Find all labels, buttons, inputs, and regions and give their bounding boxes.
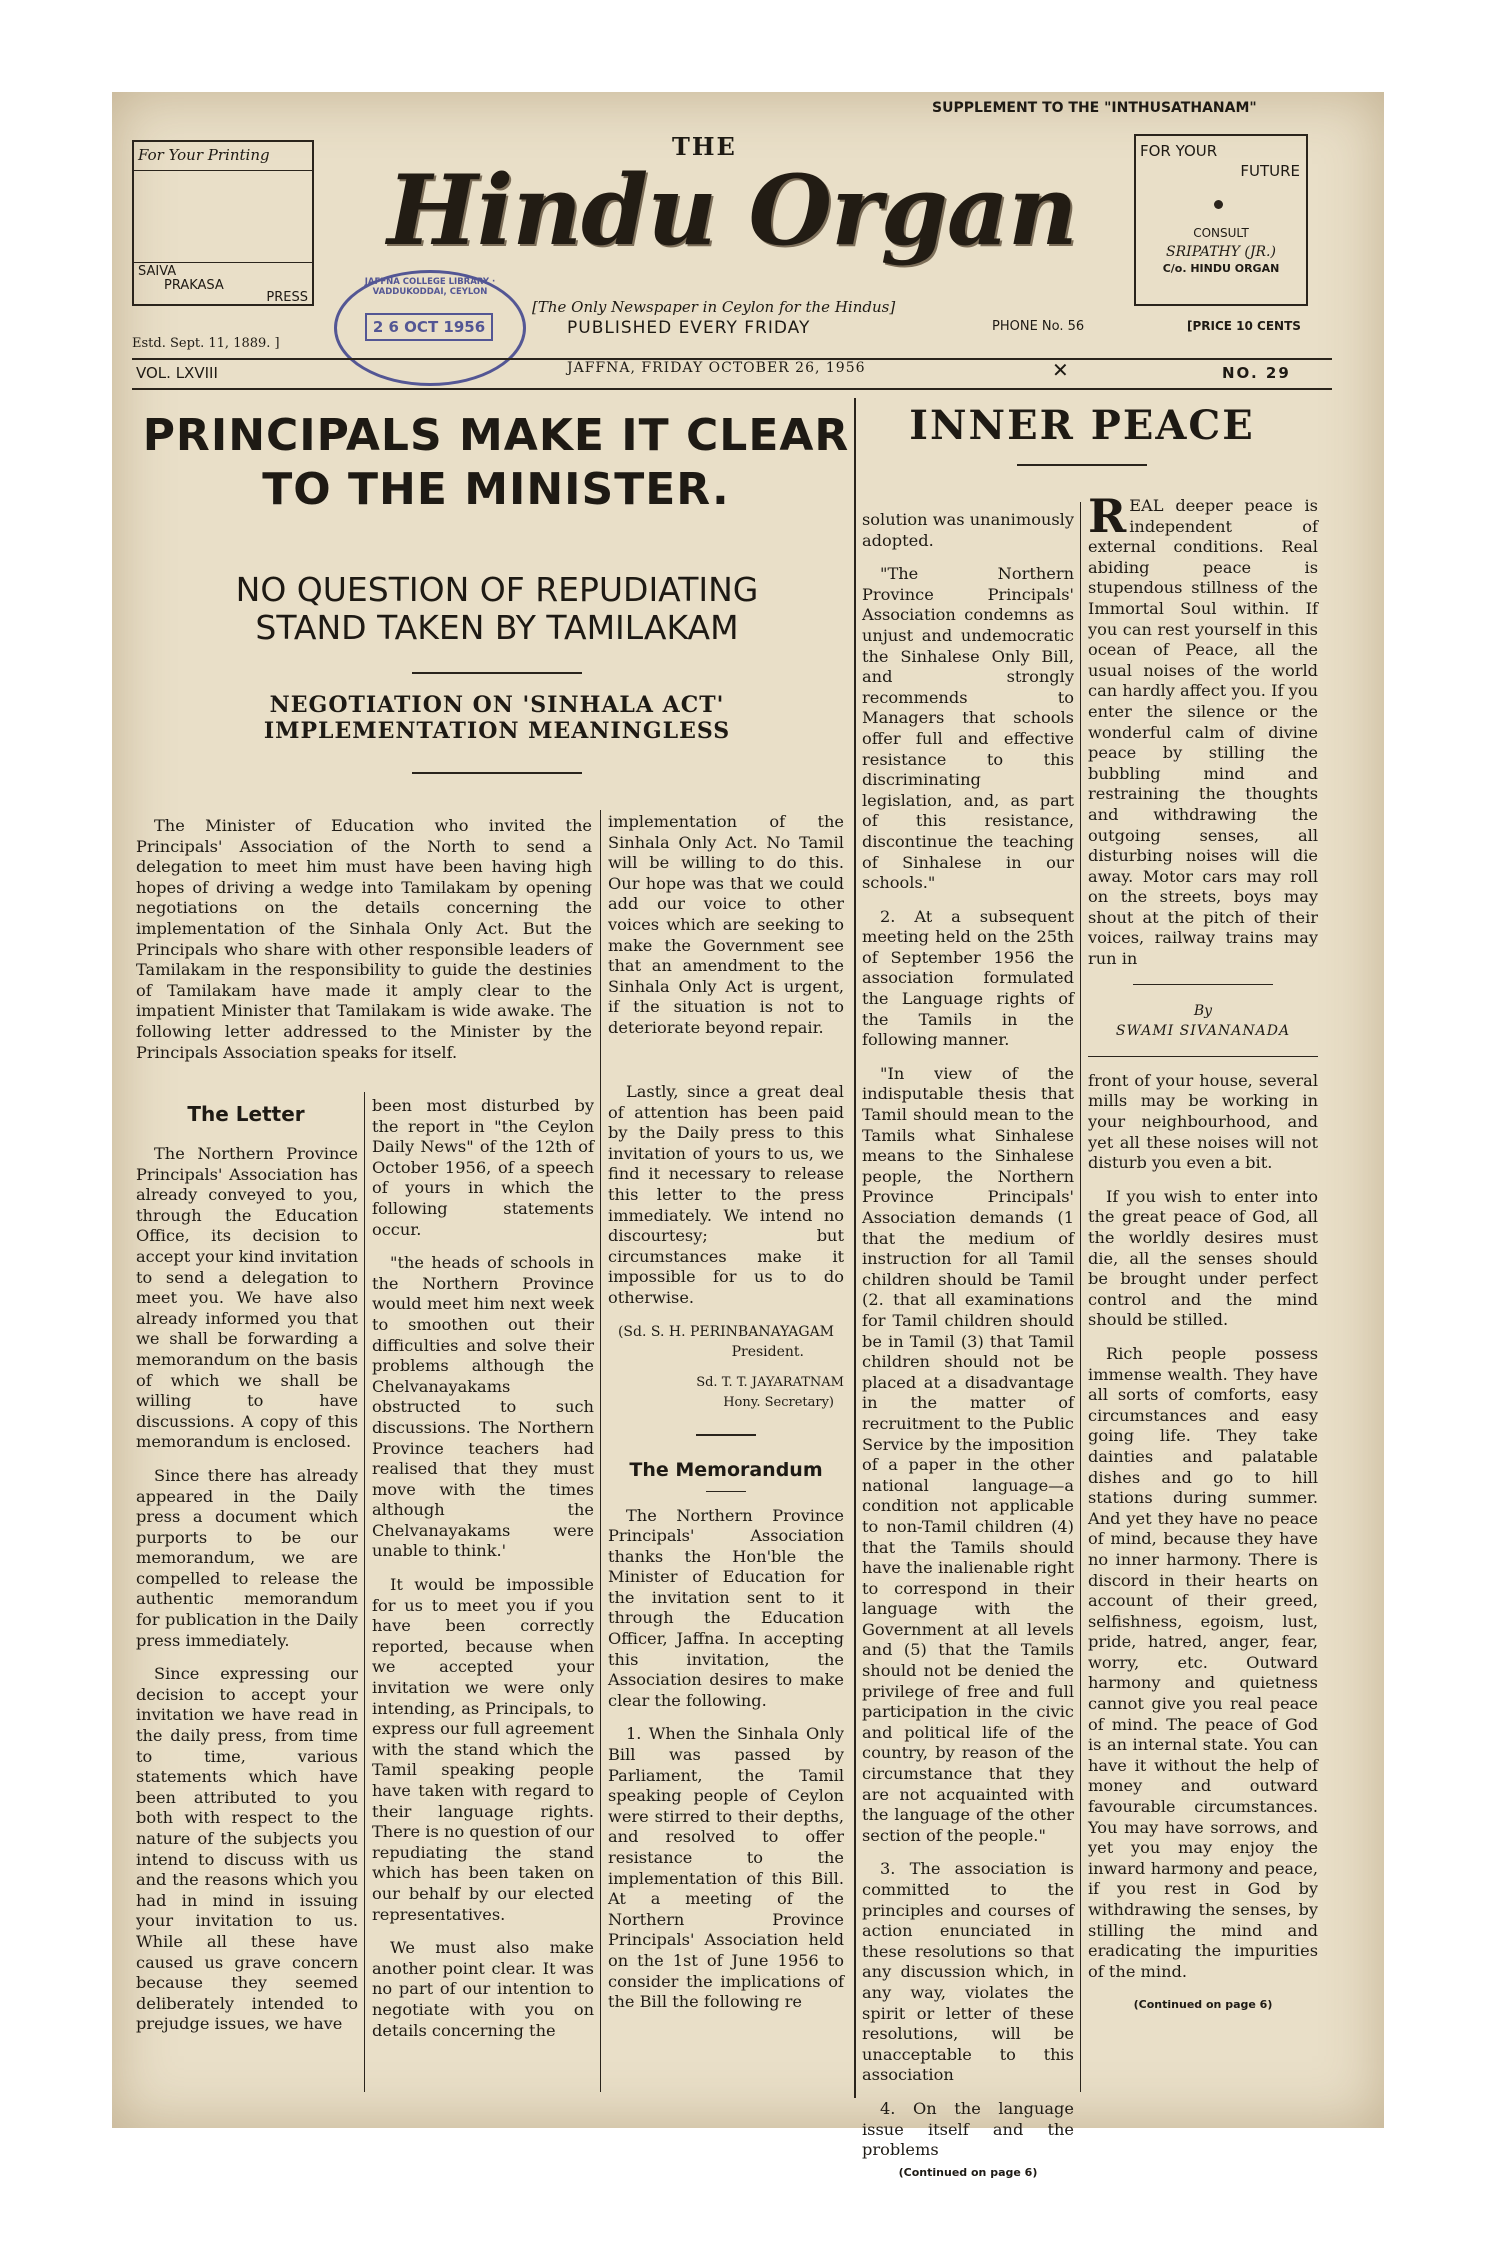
intro-right-paragraph	[608, 812, 844, 1052]
col2-para-3: It would be impossible for us to meet you if you have been correctly reported, because when we accepted your invitation we were only intending, as Principals, to express our full agreement with the stand which the Tamil speaking people have taken with regard to their language rights. There is no question of our repudiating the stand which has been taken on our behalf by our elected representatives.	[372, 1575, 594, 1924]
issue-number: NO. 29	[1222, 364, 1291, 382]
deck-headline-3: NEGOTIATION ON 'SINHALA ACT'	[269, 692, 725, 718]
right-ad-line4: SRIPATHY (JR.)	[1166, 244, 1276, 260]
col4-para-2: "The Northern Province Principals' Association condemns as unjust and undemocratic the Sinhalese Only Bill, and strongly recommends to Managers that schools offer full and effective resistance to this discriminating legislation, and, as part of this resistance, discontinue the teaching of Sinhalese in our schools."	[862, 564, 1074, 893]
main-continued: (Continued on page 6)	[898, 2165, 1038, 2179]
cross-icon: ✕	[1052, 358, 1069, 382]
col1-para-2: Since there has already appeared in the Daily press a document which purports to be our memorandum, we are compelled to release the authentic memorandum for publication in the Daily press immediately.	[136, 1465, 358, 1650]
column-4	[862, 510, 1074, 2183]
side-para-3: If you wish to enter into the great peace of God, all the worldly desires must die, all the senses should be brought under perfect control and the mind should be stilled.	[1088, 1186, 1318, 1330]
deck-headline-1: NO QUESTION OF REPUDIATING	[235, 570, 759, 609]
col2-para-2: "the heads of schools in the Northern Province would meet him next week to smoothen out their difficulties and solve their problems although the Chelvanayakams obstructed to such discussions. The Northern Province teachers had realised that they must move with the times although the Chelvanayakams were unable to think.'	[372, 1253, 594, 1561]
intro-text: The Minister of Education who invited the Principals' Association of the North to send a delegation to meet him must have been having high hopes of driving a wedge into Tamilakam by opening negotiations on the details concerning the implementation of the Sinhala Only Act. But the Principals who share with other responsible leaders of Tamilakam in the responsibility to guide the destinies of Tamilakam have made it amply clear to the impatient Minister that Tamilakam is wide awake. The following letter addressed to the Minister by the Principals Association speaks for itself.	[136, 816, 592, 1062]
stamp-date: 2 6 OCT 1956	[365, 313, 493, 341]
col1-para-1: The Northern Province Principals' Association has already conveyed to you, through the Education Office, its decision to accept your kind invitation to send a delegation to meet you. We have also already informed you that we shall be forwarding a memorandum on the basis of which we shall be willing to have discussions. A copy of this memorandum is enclosed.	[136, 1144, 358, 1452]
col4-para-3: 2. At a subsequent meeting held on the 25th of September 1956 the association formulated the Language rights of the Tamils in the following manner.	[862, 906, 1074, 1050]
right-ad-line2: FUTURE	[1240, 162, 1300, 180]
right-ad-line3: CONSULT	[1193, 226, 1249, 240]
letter-subhead: The Letter	[187, 1102, 305, 1126]
left-ad-line4: PRESS	[266, 290, 308, 305]
intro-right-text: implementation of the Sinhala Only Act. No Tamil will be willing to do this. Our hope was that we could add our voice to other voices which are seeking to make the Government see that an amendment to the Sinhala Only Act is urgent, if the situation is not to deteriorate beyond repair.	[608, 812, 844, 1037]
masthead-title: Hindu Organ	[387, 154, 1077, 267]
column-3	[608, 1082, 844, 2026]
col3-para-1: Lastly, since a great deal of attention has been paid by the Daily press to this invitation of yours to us, we find it necessary to release this letter to the press immediately. We intend no discourtesy; but circumstances make it impossible for us to do otherwise.	[608, 1082, 844, 1307]
deck-headline-4: IMPLEMENTATION MEANINGLESS	[263, 718, 731, 744]
supplement-line: SUPPLEMENT TO THE "INTHUSATHANAM"	[932, 100, 1257, 116]
signature-1: (Sd. S. H. PERINBANAYAGAM	[617, 1323, 835, 1340]
intro-paragraph	[136, 816, 592, 1076]
byline-by: By	[1193, 1002, 1213, 1019]
memorandum-subhead: The Memorandum	[629, 1458, 823, 1481]
signature-2-title: Hony. Secretary)	[723, 1395, 834, 1411]
dateline: JAFFNA, FRIDAY OCTOBER 26, 1956	[567, 360, 866, 376]
main-headline-1: PRINCIPALS MAKE IT CLEAR	[142, 410, 850, 461]
masthead-the: THE	[672, 132, 737, 161]
col4-para-5: 3. The association is committed to the principles and courses of action enunciated in these resolutions so that any discussion which, in any way, violates the spirit or letter of these resolutions, will be unacceptable to this association	[862, 1859, 1074, 2085]
left-ad-line3: PRAKASA	[164, 278, 224, 293]
library-stamp	[334, 270, 526, 386]
masthead-tagline: [The Only Newspaper in Ceylon for the Hindus]	[532, 298, 896, 316]
dropcap: R	[1088, 489, 1127, 543]
right-ad-line5: C/o. HINDU ORGAN	[1162, 262, 1280, 275]
side-para-1-text: EAL deeper peace is independent of external conditions. Real abiding peace is stupendous stillness of the Immortal Soul within. If you can rest yourself in this ocean of Peace, all the usual noises of the world can hardly affect you. If you enter the silence or the wonderful calm of divine peace by stilling the bubbling mind and restraining the thoughts and withdrawing the outgoing senses, all disturbing noises will die away. Motor cars may roll on the streets, boys may shout at the pitch of their voices, railway trains may run in	[1088, 496, 1318, 969]
right-ad-line1: FOR YOUR	[1140, 142, 1218, 160]
col2-para-4: We must also make another point clear. It was no part of our intention to negotiate with you on details concerning the	[372, 1938, 594, 2040]
col4-para-4: "In view of the indisputable thesis that Tamil should mean to the Tamils what Sinhalese means to the Sinhalese people, the Northern Province Principals' Association demands (1 that the medium of instruction for all Tamil children should be Tamil (2. that all examinations for Tamil children should be in Tamil (3) that Tamil children should not be placed at a disadvantage in the matter of recruitment to the Public Service by the imposition of a paper in the other national language—a condition not applicable to non-Tamil children (4) that the Tamils should have the inalienable right to correspond in their language with the Government at all levels and (5) that the Tamils should not be denied the privilege of free and full participation in the civic and political life of the country, by reason of the circumstance that they are not acquainted with the language of the other section of the people."	[862, 1063, 1074, 1845]
side-column	[1088, 489, 1318, 2016]
side-continued: (Continued on page 6)	[1133, 1998, 1273, 2012]
bullet-icon	[1214, 200, 1223, 209]
stamp-ring-text: JAFFNA COLLEGE LIBRARY · VADDUKODDAI, CEYLON	[364, 277, 496, 297]
side-headline: INNER PEACE	[909, 402, 1255, 449]
column-2	[372, 1096, 594, 2054]
column-1	[136, 1144, 358, 2048]
side-para-4: Rich people possess immense wealth. They have all sorts of comforts, easy circumstances and easy going life. They take dainties and palatable dishes and go to hill stations during summer. And yet they have no peace of mind, because they have no inner harmony. There is discord in their hearts on account of their greed, selfishness, egoism, lust, pride, hatred, anger, fear, worry, etc. Outward harmony and quietness cannot give you real peace of mind. The peace of God is an internal state. You can have it without the help of money and outward favourable circumstances. You may have sorrows, and yet you may enjoy the inward harmony and peace, if you rest in God by withdrawing the senses, by stilling the mind and eradicating the impurities of the mind.	[1088, 1343, 1318, 1981]
col3-para-3: 1. When the Sinhala Only Bill was passed by Parliament, the Tamil speaking people of Ceylon were stirred to their depths, and resolved to offer resistance to the implementation of this Bill. At a meeting of the Northern Province Principals' Association held on the 1st of June 1956 to consider the implications of the Bill the following re	[608, 1724, 844, 2012]
col3-para-2: The Northern Province Principals' Association thanks the Hon'ble the Minister of Education for the invitation sent to it through the Education Officer, Jaffna. In accepting this invitation, the Association desires to make clear the following.	[608, 1505, 844, 1710]
side-para-2: front of your house, several mills may be working in your neighbourhood, and yet all these noises will not disturb you even a bit.	[1088, 1070, 1318, 1173]
left-ad-line2: SAIVA	[138, 264, 177, 279]
right-ad-box	[1134, 134, 1308, 306]
newspaper-page	[112, 92, 1384, 2179]
deck-headline-2: STAND TAKEN BY TAMILAKAM	[255, 608, 739, 647]
volume-label: VOL. LXVIII	[136, 364, 218, 382]
signature-1-title: President.	[731, 1344, 804, 1361]
side-para-1	[1088, 489, 1318, 970]
left-ad-box	[132, 140, 314, 306]
main-headline-2: TO THE MINISTER.	[262, 464, 730, 515]
signature-2: Sd. T. T. JAYARATNAM	[696, 1374, 844, 1390]
masthead-price: [PRICE 10 CENTS	[1187, 319, 1301, 333]
col4-para-1: solution was unanimously adopted.	[862, 510, 1074, 550]
masthead-published: PUBLISHED EVERY FRIDAY	[567, 318, 811, 338]
byline-author: SWAMI SIVANANADA	[1115, 1023, 1291, 1040]
col4-para-6: 4. On the language issue itself and the problems	[862, 2098, 1074, 2160]
col2-para-1: been most disturbed by the report in "the Ceylon Daily News" of the 12th of October 1956, of a speech of yours in which the following statements occur.	[372, 1096, 594, 1239]
masthead-estd: Estd. Sept. 11, 1889. ]	[132, 336, 280, 351]
col1-para-3: Since expressing our decision to accept your invitation we have read in the daily press, from time to time, various statements which have been attributed to you both with respect to the nature of the subjects you intend to discuss with us and the reasons which you had in mind in issuing your invitation to us. While all these have caused us grave concern because they seemed deliberately intended to prejudge issues, we have	[136, 1664, 358, 2034]
left-ad-line1: For Your Printing	[138, 146, 270, 164]
masthead-phone: PHONE No. 56	[992, 319, 1085, 334]
